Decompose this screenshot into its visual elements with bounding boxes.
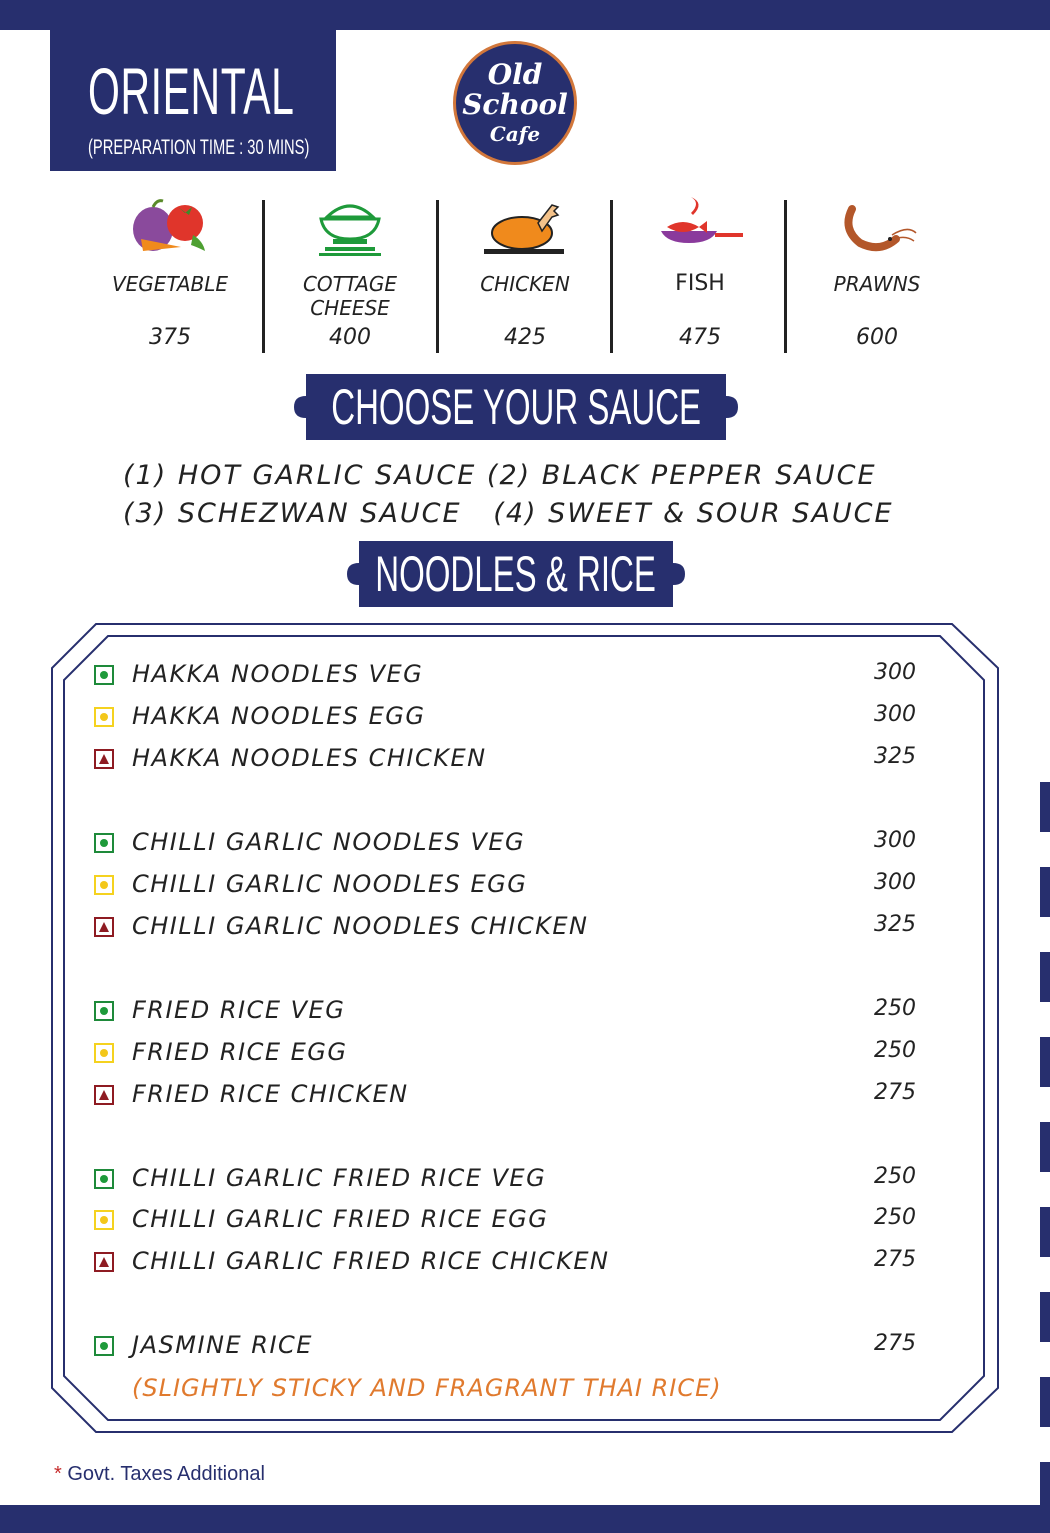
veg-marker-icon bbox=[94, 665, 114, 685]
item-price: 325 bbox=[874, 744, 916, 769]
item-price: 250 bbox=[874, 996, 916, 1021]
edge-stripe bbox=[1040, 1377, 1050, 1427]
nonveg-marker-icon bbox=[94, 749, 114, 769]
egg-marker-icon bbox=[94, 875, 114, 895]
edge-stripe bbox=[1040, 782, 1050, 832]
sauce-options-line-1: (1) HOT GARLIC SAUCE (2) BLACK PEPPER SAUCE bbox=[123, 460, 877, 491]
menu-item bbox=[94, 744, 924, 774]
nonveg-marker-icon bbox=[94, 1085, 114, 1105]
item-price: 275 bbox=[874, 1247, 916, 1272]
bottom-bar bbox=[0, 1505, 1050, 1533]
footnote-text: Govt. Taxes Additional bbox=[61, 1463, 265, 1485]
item-price: 250 bbox=[874, 1164, 916, 1189]
menu-item bbox=[94, 1080, 924, 1110]
menu-item bbox=[94, 1038, 924, 1068]
item-price: 300 bbox=[874, 702, 916, 727]
item-name: FRIED RICE EGG bbox=[132, 1038, 348, 1066]
menu-item bbox=[94, 996, 924, 1026]
item-name: HAKKA NOODLES VEG bbox=[132, 660, 424, 688]
category-price: 600 bbox=[856, 325, 898, 350]
veg-marker-icon bbox=[94, 1001, 114, 1021]
menu-item bbox=[94, 1205, 924, 1235]
egg-marker-icon bbox=[94, 1043, 114, 1063]
category-price: 375 bbox=[149, 325, 191, 350]
edge-stripe bbox=[1040, 1462, 1050, 1505]
veg-marker-icon bbox=[94, 1336, 114, 1356]
item-name: JASMINE RICE bbox=[132, 1331, 313, 1359]
item-name: CHILLI GARLIC FRIED RICE EGG bbox=[132, 1205, 549, 1233]
item-name: CHILLI GARLIC NOODLES VEG bbox=[132, 828, 526, 856]
item-price: 275 bbox=[874, 1331, 916, 1356]
item-price: 250 bbox=[874, 1038, 916, 1063]
item-price: 300 bbox=[874, 660, 916, 685]
item-price: 275 bbox=[874, 1080, 916, 1105]
logo-line-2: School bbox=[462, 88, 568, 121]
veg-marker-icon bbox=[94, 1169, 114, 1189]
menu-item bbox=[94, 912, 924, 942]
category-price: 400 bbox=[329, 325, 371, 350]
menu-item bbox=[94, 702, 924, 732]
item-price: 250 bbox=[874, 1205, 916, 1230]
category-label: PRAWNS bbox=[833, 272, 921, 296]
menu-item bbox=[94, 1164, 924, 1194]
menu-item bbox=[94, 870, 924, 900]
item-name: CHILLI GARLIC NOODLES EGG bbox=[132, 870, 528, 898]
item-price: 300 bbox=[874, 828, 916, 853]
item-name: FRIED RICE VEG bbox=[132, 996, 346, 1024]
egg-marker-icon bbox=[94, 1210, 114, 1230]
item-name: HAKKA NOODLES EGG bbox=[132, 702, 426, 730]
tax-footnote bbox=[54, 1463, 265, 1486]
item-name: CHILLI GARLIC FRIED RICE CHICKEN bbox=[132, 1247, 610, 1275]
nonveg-marker-icon bbox=[94, 1252, 114, 1272]
footnote-star: * bbox=[54, 1463, 62, 1485]
item-price: 325 bbox=[874, 912, 916, 937]
section-heading: NOODLES & RICE bbox=[375, 546, 657, 602]
edge-stripe bbox=[1040, 1292, 1050, 1342]
category-price: 475 bbox=[679, 325, 721, 350]
category-label: COTTAGE CHEESE bbox=[302, 272, 398, 320]
menu-item bbox=[94, 660, 924, 690]
edge-stripe bbox=[1040, 1207, 1050, 1257]
category-label: CHICKEN bbox=[480, 272, 570, 296]
menu-item bbox=[94, 828, 924, 858]
logo-line-3: Cafe bbox=[489, 122, 541, 146]
category-label: VEGETABLE bbox=[111, 272, 228, 296]
page-title: ORIENTAL bbox=[88, 54, 295, 128]
edge-stripe bbox=[1040, 1122, 1050, 1172]
edge-stripe bbox=[1040, 867, 1050, 917]
logo-line-1: Old bbox=[487, 58, 543, 91]
item-name: FRIED RICE CHICKEN bbox=[132, 1080, 409, 1108]
item-price: 300 bbox=[874, 870, 916, 895]
egg-marker-icon bbox=[94, 707, 114, 727]
item-name: CHILLI GARLIC FRIED RICE VEG bbox=[132, 1164, 547, 1192]
category-price: 425 bbox=[504, 325, 546, 350]
item-name: HAKKA NOODLES CHICKEN bbox=[132, 744, 487, 772]
menu-item bbox=[94, 1247, 924, 1277]
jasmine-rice-note: (SLIGHTLY STICKY AND FRAGRANT THAI RICE) bbox=[132, 1374, 722, 1402]
edge-stripe bbox=[1040, 1037, 1050, 1087]
edge-stripe bbox=[1040, 952, 1050, 1002]
preparation-time: (PREPARATION TIME : 30 MINS) bbox=[88, 136, 310, 159]
menu-item bbox=[94, 1331, 924, 1361]
nonveg-marker-icon bbox=[94, 917, 114, 937]
sauce-heading: CHOOSE YOUR SAUCE bbox=[331, 379, 701, 435]
item-name: CHILLI GARLIC NOODLES CHICKEN bbox=[132, 912, 589, 940]
category-label: FISH bbox=[675, 271, 725, 296]
veg-marker-icon bbox=[94, 833, 114, 853]
sauce-options-line-2: (3) SCHEZWAN SAUCE (4) SWEET & SOUR SAUCE bbox=[123, 498, 894, 529]
